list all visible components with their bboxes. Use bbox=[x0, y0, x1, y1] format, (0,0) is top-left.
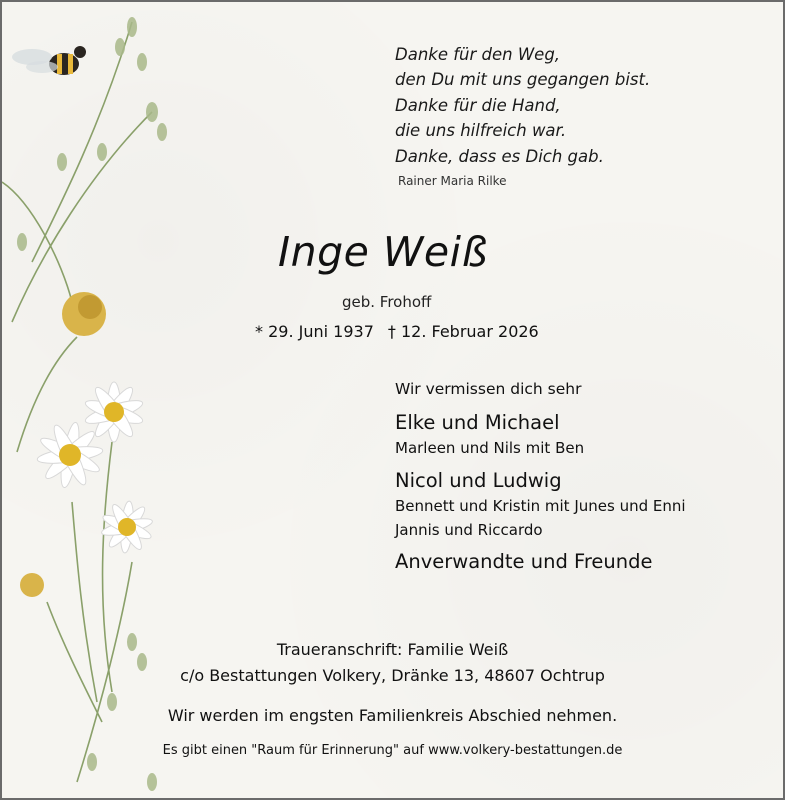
daisy-icon bbox=[36, 382, 153, 553]
mourners-intro: Wir vermissen dich sehr bbox=[395, 380, 582, 398]
life-dates bbox=[255, 322, 553, 341]
death-date: † 12. Februar 2026 bbox=[387, 322, 539, 341]
bee-icon bbox=[12, 46, 86, 75]
birth-date: * 29. Juni 1937 bbox=[255, 322, 374, 341]
poem-line: Danke für den Weg, bbox=[395, 45, 561, 64]
online-memorial-notice: Es gibt einen "Raum für Erinnerung" auf www.volkery-bestattungen.de bbox=[162, 743, 623, 758]
mourning-address-line2: c/o Bestattungen Volkery, Dränke 13, 48607 Ochtrup bbox=[180, 666, 605, 685]
farewell-notice: Wir werden im engsten Familienkreis Abschied nehmen. bbox=[167, 706, 618, 725]
maiden-name: geb. Frohoff bbox=[342, 293, 432, 311]
family-group-member: Bennett und Kristin mit Junes und Enni bbox=[395, 497, 686, 515]
family-group bbox=[395, 468, 686, 542]
mourners bbox=[395, 380, 686, 573]
poem-line: den Du mit uns gegangen bist. bbox=[395, 70, 651, 90]
deceased-name: Inge Weiß bbox=[278, 228, 488, 276]
poem-line: Danke für die Hand, bbox=[395, 95, 561, 115]
family-group-name: Nicol und Ludwig bbox=[395, 469, 562, 492]
family-group-member: Jannis und Riccardo bbox=[395, 521, 543, 539]
poem bbox=[395, 42, 650, 169]
poem-line: die uns hilfreich war. bbox=[395, 121, 567, 141]
mourning-address: Traueranschrift: Familie Weiß bbox=[276, 640, 509, 659]
poem-line: Danke, dass es Dich gab. bbox=[395, 146, 604, 166]
family-group-member: Marleen und Nils mit Ben bbox=[395, 439, 585, 457]
family-group-name: Elke und Michael bbox=[395, 411, 560, 434]
family-group bbox=[395, 410, 686, 460]
relatives: Anverwandte und Freunde bbox=[395, 550, 653, 573]
poem-author: Rainer Maria Rilke bbox=[398, 174, 507, 188]
